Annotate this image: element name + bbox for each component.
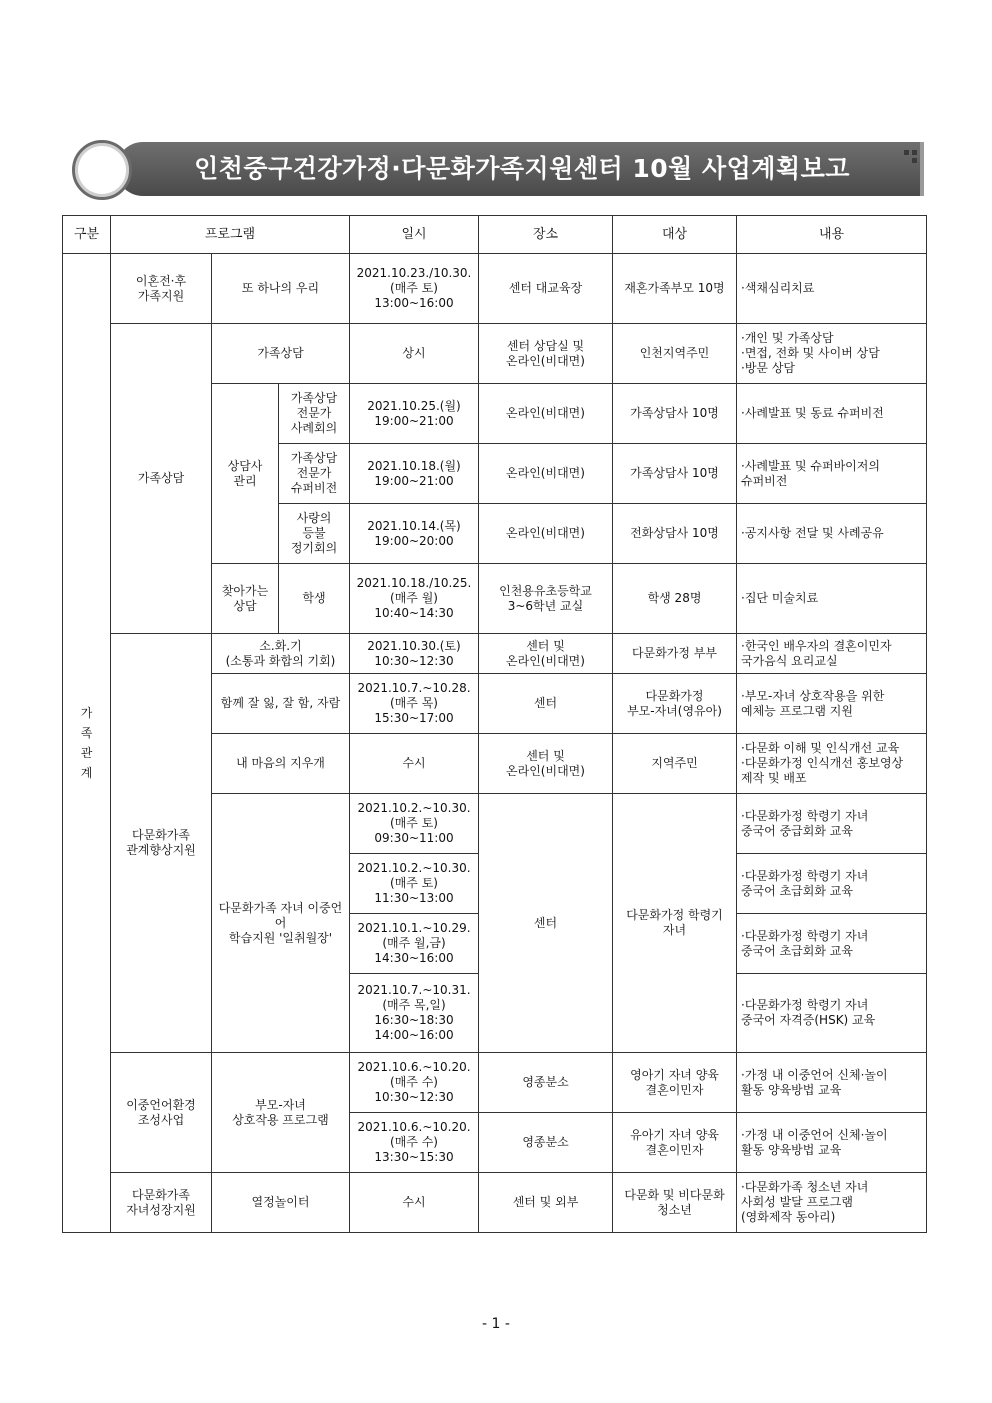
place-cell: 센터 상담실 및 온라인(비대면) <box>479 324 613 384</box>
section-divorce: 이혼전·후 가족지원 <box>111 254 212 324</box>
datetime-cell: 2021.10.30.(토) 10:30~12:30 <box>350 634 479 674</box>
header-datetime: 일시 <box>350 216 479 254</box>
datetime-cell: 2021.10.2.~10.30. (매주 토) 09:30~11:00 <box>350 794 479 854</box>
target-cell: 유아기 자녀 양육 결혼이민자 <box>613 1113 737 1173</box>
place-cell: 센터 및 온라인(비대면) <box>479 734 613 794</box>
corner-mark-icon <box>904 150 918 164</box>
target-cell: 영아기 자녀 양육 결혼이민자 <box>613 1053 737 1113</box>
content-cell: ·한국인 배우자의 결혼이민자 국가음식 요리교실 <box>737 634 927 674</box>
datetime-cell: 2021.10.18./10.25. (매주 월) 10:40~14:30 <box>350 564 479 634</box>
program-cell: 가족상담 전문가 슈퍼비전 <box>279 444 350 504</box>
datetime-cell: 2021.10.7.~10.31. (매주 목,일) 16:30~18:30 14:00~16:00 <box>350 974 479 1053</box>
target-cell: 전화상담사 10명 <box>613 504 737 564</box>
place-cell: 온라인(비대면) <box>479 384 613 444</box>
content-cell: ·사례발표 및 슈퍼바이저의 슈퍼비전 <box>737 444 927 504</box>
target-cell: 다문화가정 부부 <box>613 634 737 674</box>
content-cell: ·부모-자녀 상호작용을 위한 예체능 프로그램 지원 <box>737 674 927 734</box>
table-row <box>63 1053 927 1113</box>
page-title: 인천중구건강가정·다문화가족지원센터 10월 사업계획보고 <box>194 154 850 183</box>
datetime-cell: 수시 <box>350 734 479 794</box>
header-program: 프로그램 <box>111 216 350 254</box>
category-family-relations: 가 족 관 계 <box>63 254 111 1233</box>
section-youth-growth: 다문화가족 자녀성장지원 <box>111 1173 212 1233</box>
content-cell: ·다문화가정 학령기 자녀 중국어 초급회화 교육 <box>737 854 927 914</box>
program-cell: 다문화가족 자녀 이중언어 학습지원 '일취월장' <box>212 794 350 1053</box>
program-cell: 함께 잘 잃, 잘 함, 자람 <box>212 674 350 734</box>
table-row <box>63 254 927 324</box>
content-cell: ·사례발표 및 동료 슈퍼비전 <box>737 384 927 444</box>
header-target: 대상 <box>613 216 737 254</box>
header-place: 장소 <box>479 216 613 254</box>
place-cell: 센터 <box>479 674 613 734</box>
program-cell: 열정놀이터 <box>212 1173 350 1233</box>
content-cell: ·색채심리치료 <box>737 254 927 324</box>
target-cell: 재혼가족부모 10명 <box>613 254 737 324</box>
content-cell: ·다문화가정 학령기 자녀 중국어 중급회화 교육 <box>737 794 927 854</box>
program-cell: 가족상담 <box>212 324 350 384</box>
datetime-cell: 상시 <box>350 324 479 384</box>
table-row <box>63 1173 927 1233</box>
datetime-cell: 수시 <box>350 1173 479 1233</box>
page-number: - 1 - <box>482 1316 510 1332</box>
datetime-cell: 2021.10.23./10.30. (매주 토) 13:00~16:00 <box>350 254 479 324</box>
content-cell: ·다문화가족 청소년 자녀 사회성 발달 프로그램 (영화제작 동아리) <box>737 1173 927 1233</box>
place-cell: 센터 대교육장 <box>479 254 613 324</box>
place-cell: 온라인(비대면) <box>479 444 613 504</box>
place-cell: 센터 및 외부 <box>479 1173 613 1233</box>
header-category: 구분 <box>63 216 111 254</box>
title-banner <box>72 140 924 200</box>
target-cell: 가족상담사 10명 <box>613 384 737 444</box>
place-cell: 센터 및 온라인(비대면) <box>479 634 613 674</box>
datetime-cell: 2021.10.25.(월) 19:00~21:00 <box>350 384 479 444</box>
program-cell: 소.화.기 (소통과 화합의 기회) <box>212 634 350 674</box>
title-circle-ornament <box>72 140 132 200</box>
target-cell: 다문화 및 비다문화 청소년 <box>613 1173 737 1233</box>
place-cell: 영종분소 <box>479 1113 613 1173</box>
content-cell: ·공지사항 전달 및 사례공유 <box>737 504 927 564</box>
target-cell: 가족상담사 10명 <box>613 444 737 504</box>
datetime-cell: 2021.10.6.~10.20. (매주 수) 13:30~15:30 <box>350 1113 479 1173</box>
content-cell: ·다문화가정 학령기 자녀 중국어 자격증(HSK) 교육 <box>737 974 927 1053</box>
place-cell: 영종분소 <box>479 1053 613 1113</box>
content-cell: ·집단 미술치료 <box>737 564 927 634</box>
header-row <box>63 216 927 254</box>
datetime-cell: 2021.10.1.~10.29. (매주 월,금) 14:30~16:00 <box>350 914 479 974</box>
datetime-cell: 2021.10.2.~10.30. (매주 토) 11:30~13:00 <box>350 854 479 914</box>
target-cell: 지역주민 <box>613 734 737 794</box>
section-multicultural: 다문화가족 관계향상지원 <box>111 634 212 1053</box>
program-cell: 내 마음의 지우개 <box>212 734 350 794</box>
subsection-counselor-management: 상담사 관리 <box>212 384 279 564</box>
program-cell: 사랑의 등불 정기회의 <box>279 504 350 564</box>
datetime-cell: 2021.10.18.(월) 19:00~21:00 <box>350 444 479 504</box>
section-counsel: 가족상담 <box>111 324 212 634</box>
section-bilingual-environment: 이중언어환경 조성사업 <box>111 1053 212 1173</box>
program-cell: 가족상담 전문가 사례회의 <box>279 384 350 444</box>
target-cell: 인천지역주민 <box>613 324 737 384</box>
header-content: 내용 <box>737 216 927 254</box>
content-cell: ·개인 및 가족상담 ·면접, 전화 및 사이버 상담 ·방문 상담 <box>737 324 927 384</box>
place-cell: 센터 <box>479 794 613 1053</box>
program-cell: 학생 <box>279 564 350 634</box>
table-row <box>63 324 927 384</box>
content-cell: ·가정 내 이중언어 신체·놀이 활동 양육방법 교육 <box>737 1113 927 1173</box>
datetime-cell: 2021.10.14.(목) 19:00~20:00 <box>350 504 479 564</box>
target-cell: 다문화가정 부모-자녀(영유아) <box>613 674 737 734</box>
subsection-visit-counsel: 찾아가는 상담 <box>212 564 279 634</box>
place-cell: 인천용유초등학교 3~6학년 교실 <box>479 564 613 634</box>
program-cell: 또 하나의 우리 <box>212 254 350 324</box>
target-cell: 학생 28명 <box>613 564 737 634</box>
content-cell: ·다문화 이해 및 인식개선 교육 ·다문화가정 인식개선 홍보영상 제작 및 배포 <box>737 734 927 794</box>
datetime-cell: 2021.10.7.~10.28. (매주 목) 15:30~17:00 <box>350 674 479 734</box>
target-cell: 다문화가정 학령기 자녀 <box>613 794 737 1053</box>
place-cell: 온라인(비대면) <box>479 504 613 564</box>
content-cell: ·가정 내 이중언어 신체·놀이 활동 양육방법 교육 <box>737 1053 927 1113</box>
plan-table <box>62 215 927 1233</box>
datetime-cell: 2021.10.6.~10.20. (매주 수) 10:30~12:30 <box>350 1053 479 1113</box>
program-cell: 부모-자녀 상호작용 프로그램 <box>212 1053 350 1173</box>
content-cell: ·다문화가정 학령기 자녀 중국어 초급회화 교육 <box>737 914 927 974</box>
table-row <box>63 634 927 674</box>
